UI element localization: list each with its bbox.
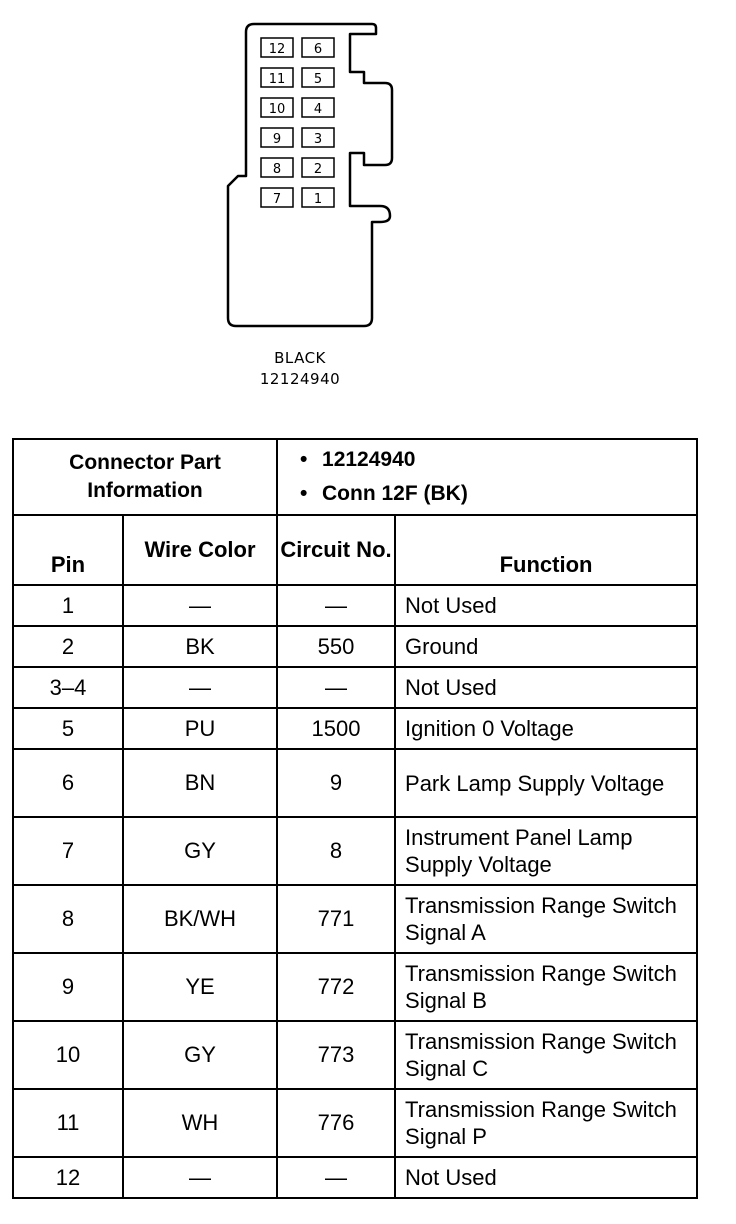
pin-cell: 9 [13,953,123,1021]
wire-color-cell: BN [123,749,277,817]
pin-label: 12 [268,42,286,57]
pin-cell [302,188,334,207]
connector-color-label: BLACK [274,349,326,367]
table-row [13,1157,697,1198]
table-row [13,626,697,667]
circuit-cell: 776 [277,1089,395,1157]
pin-cell: 8 [13,885,123,953]
pin-cell: 10 [13,1021,123,1089]
pin-cell: 11 [13,1089,123,1157]
header-circuit-no: Circuit No. [277,515,395,585]
wire-color-cell: BK/WH [123,885,277,953]
function-cell: Transmission Range Switch Signal A [395,885,697,953]
function-cell: Not Used [395,667,697,708]
connector-part-number: 12124940 [259,370,341,388]
pin-label: 9 [272,132,282,147]
pin-label: 10 [268,102,286,117]
connector-part-info-label: Connector Part Information [13,439,277,515]
function-cell: Transmission Range Switch Signal C [395,1021,697,1089]
pin-cell [302,38,334,57]
table-body [13,585,697,1198]
header-function: Function [395,515,697,585]
function-cell: Park Lamp Supply Voltage [395,749,697,817]
pin-label: 3 [313,132,323,147]
circuit-cell: 772 [277,953,395,1021]
header-row [13,515,697,585]
table-row [13,749,697,817]
pin-cell [261,188,293,207]
info-item: • 12124940 [322,443,696,477]
pin-label: 8 [272,162,282,177]
wire-color-cell: GY [123,817,277,885]
pin-label: 5 [313,72,323,87]
header-pin: Pin [13,515,123,585]
wire-color-cell: BK [123,626,277,667]
table-row [13,885,697,953]
function-cell: Not Used [395,585,697,626]
pin-cell: 2 [13,626,123,667]
pin-cell [302,68,334,87]
connector-diagram [0,0,736,400]
wire-color-cell: — [123,585,277,626]
function-cell: Transmission Range Switch Signal B [395,953,697,1021]
circuit-cell: — [277,585,395,626]
pin-label: 6 [313,42,323,57]
wire-color-cell: — [123,1157,277,1198]
function-cell: Ground [395,626,697,667]
pin-cell: 3–4 [13,667,123,708]
pin-cell [261,68,293,87]
header-wire-color: Wire Color [123,515,277,585]
pin-cell [302,98,334,117]
pin-label: 11 [268,72,286,87]
pin-label: 4 [313,102,323,117]
pin-cell: 7 [13,817,123,885]
pin-cell [261,98,293,117]
pin-cell: 1 [13,585,123,626]
table-row [13,667,697,708]
wire-color-cell: PU [123,708,277,749]
pin-cell [302,128,334,147]
info-item: • Conn 12F (BK) [322,477,696,511]
function-cell: Ignition 0 Voltage [395,708,697,749]
pin-cell [261,158,293,177]
circuit-cell: 8 [277,817,395,885]
pin-cell [261,128,293,147]
wire-color-cell: GY [123,1021,277,1089]
circuit-cell: 771 [277,885,395,953]
pin-label: 2 [313,162,323,177]
table-row [13,953,697,1021]
pin-cell [261,38,293,57]
info-row [13,439,697,515]
pin-cell [302,158,334,177]
wire-color-cell: YE [123,953,277,1021]
table-row [13,1089,697,1157]
connector-table [12,438,698,1199]
wire-color-cell: — [123,667,277,708]
pin-cell: 12 [13,1157,123,1198]
circuit-cell: — [277,1157,395,1198]
pin-label: 7 [272,192,282,207]
circuit-cell: 773 [277,1021,395,1089]
circuit-cell: 9 [277,749,395,817]
pin-label: 1 [313,192,323,207]
wire-color-cell: WH [123,1089,277,1157]
pin-cell: 6 [13,749,123,817]
pin-grid [261,38,334,207]
circuit-cell: 550 [277,626,395,667]
function-cell: Transmission Range Switch Signal P [395,1089,697,1157]
pin-cell: 5 [13,708,123,749]
connector-part-info-list [277,439,697,515]
function-cell: Not Used [395,1157,697,1198]
table-row [13,817,697,885]
table-row [13,708,697,749]
table-row [13,585,697,626]
connector-outline [228,24,392,326]
function-cell: Instrument Panel Lamp Supply Voltage [395,817,697,885]
circuit-cell: 1500 [277,708,395,749]
circuit-cell: — [277,667,395,708]
table-row [13,1021,697,1089]
